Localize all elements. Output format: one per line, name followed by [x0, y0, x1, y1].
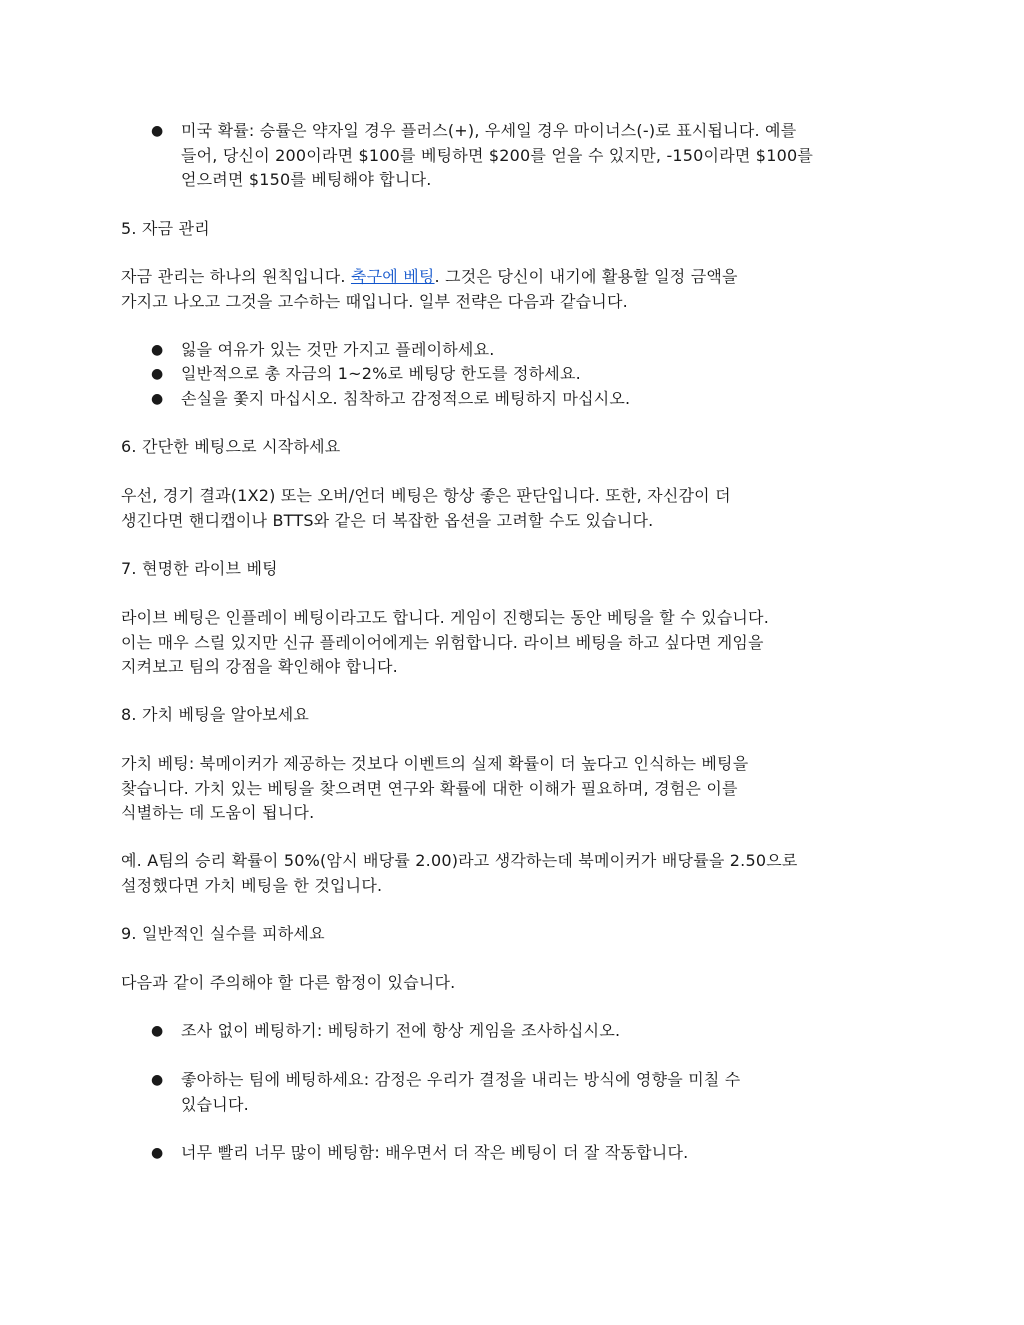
section-9-heading: 9. 일반적인 실수를 피하세요	[121, 924, 325, 943]
bullet-marker: ●	[151, 366, 164, 382]
bullet-marker: ●	[151, 1072, 164, 1088]
section-7-heading: 7. 현명한 라이브 베팅	[121, 559, 278, 578]
section-7-paragraph	[121, 606, 901, 680]
section-5-bullet: 잃을 여유가 있는 것만 가지고 플레이하세요.	[181, 340, 495, 359]
text-line: 설정했다면 가치 베팅을 한 것입니다.	[121, 875, 383, 895]
section-5-heading: 5. 자금 관리	[121, 219, 210, 238]
text-line: 라이브 베팅은 인플레이 베팅이라고도 합니다. 게임이 진행되는 동안 베팅을 할 수 있습니다.	[121, 608, 769, 627]
section-9-bullet	[181, 1068, 901, 1117]
football-betting-link[interactable]: 축구에 베팅	[350, 267, 435, 286]
section-5-bullet: 일반적으로 총 자금의 1~2%로 베팅당 한도를 정하세요.	[181, 364, 581, 383]
section-5-paragraph	[121, 265, 901, 314]
bullet-marker: ●	[151, 391, 164, 407]
bullet-marker: ●	[151, 1023, 164, 1039]
bullet-marker: ●	[151, 342, 164, 358]
text-line: 지켜보고 팀의 강점을 확인해야 합니다.	[121, 657, 398, 676]
section-9-bullet: 너무 빨리 너무 많이 베팅함: 배우면서 더 작은 베팅이 더 잘 작동합니다.	[181, 1143, 689, 1162]
text-segment: . 그것은 당신이 내기에 활용할 일정 금액을	[434, 267, 738, 286]
text-line: 가지고 나오고 그것을 고수하는 때입니다. 일부 전략은 다음과 같습니다.	[121, 291, 628, 311]
text-line: 생긴다면 핸디캡이나 BTTS와 같은 더 복잡한 옵션을 고려할 수도 있습니다.	[121, 510, 654, 530]
section-9-intro: 다음과 같이 주의해야 할 다른 함정이 있습니다.	[121, 973, 456, 992]
section-8-paragraph-2	[121, 849, 901, 898]
section-5-bullet: 손실을 쫓지 마십시오. 침착하고 감정적으로 베팅하지 마십시오.	[181, 389, 631, 408]
section-6-heading: 6. 간단한 베팅으로 시작하세요	[121, 437, 341, 456]
text-line: 미국 확률: 승률은 약자일 경우 플러스(+), 우세일 경우 마이너스(-)로 표시됩니다. 예를	[181, 121, 797, 140]
american-odds-bullet	[181, 119, 901, 193]
text-line: 예. A팀의 승리 확률이 50%(암시 배당률 2.00)라고 생각하는데 북메이커가 배당률을 2.50으로	[121, 851, 798, 870]
text-line: 있습니다.	[181, 1094, 249, 1114]
text-line	[121, 265, 901, 290]
text-line: 가치 베팅: 북메이커가 제공하는 것보다 이벤트의 실제 확률이 더 높다고 인식하는 베팅을	[121, 754, 749, 773]
section-8-heading: 8. 가치 베팅을 알아보세요	[121, 705, 310, 724]
text-line: 좋아하는 팀에 베팅하세요: 감정은 우리가 결정을 내리는 방식에 영향을 미칠 수	[181, 1070, 741, 1089]
section-9-bullet: 조사 없이 베팅하기: 베팅하기 전에 항상 게임을 조사하십시오.	[181, 1021, 621, 1040]
section-8-paragraph-1	[121, 752, 901, 826]
text-line: 식별하는 데 도움이 됩니다.	[121, 803, 315, 822]
text-line: 우선, 경기 결과(1X2) 또는 오버/언더 베팅은 항상 좋은 판단입니다. 또한, 자신감이 더	[121, 486, 731, 505]
section-6-paragraph	[121, 484, 901, 533]
text-line: 들어, 당신이 200이라면 $100를 베팅하면 $200를 얻을 수 있지만, -150이라면 $100를	[181, 145, 813, 165]
bullet-marker: ●	[151, 123, 164, 139]
bullet-marker: ●	[151, 1145, 164, 1161]
text-segment: 자금 관리는 하나의 원칙입니다.	[121, 267, 351, 286]
text-line: 얻으려면 $150를 베팅해야 합니다.	[181, 170, 432, 189]
text-line: 찾습니다. 가치 있는 베팅을 찾으려면 연구와 확률에 대한 이해가 필요하며, 경험은 이를	[121, 778, 738, 798]
text-line: 이는 매우 스릴 있지만 신규 플레이어에게는 위험합니다. 라이브 베팅을 하고 싶다면 게임을	[121, 632, 764, 652]
